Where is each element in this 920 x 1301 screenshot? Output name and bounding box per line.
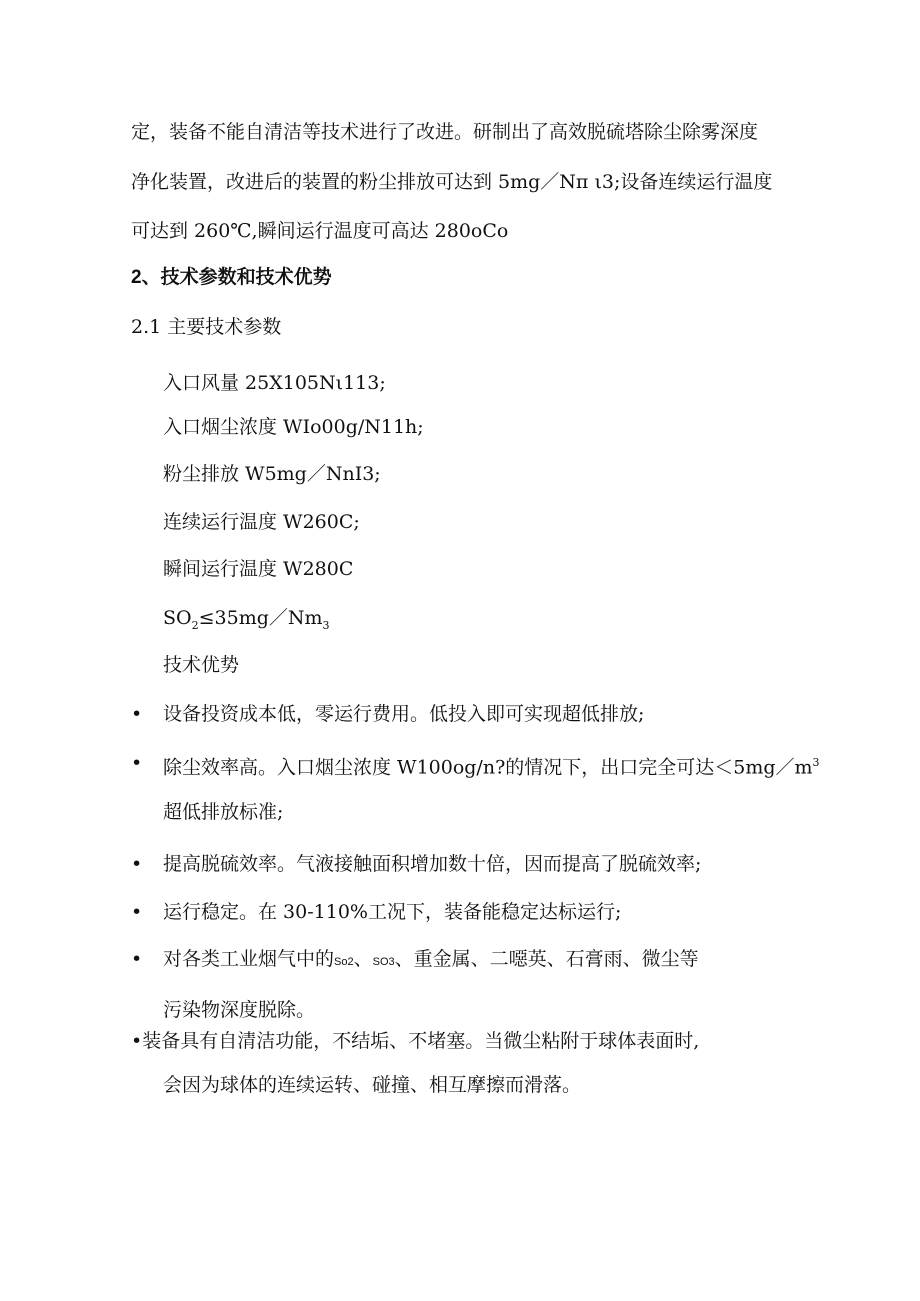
param-inlet-airflow: 入口风量 25X105Nι113; (163, 372, 386, 394)
param-so2 (163, 606, 330, 638)
bullet-2-sup: 3 (812, 756, 820, 769)
bullet-5-sep: 、 (353, 948, 373, 970)
bullet-1-marker: • (131, 703, 143, 725)
intro-line-3: 可达到 260℃,瞬间运行温度可高达 280oCo (131, 220, 509, 242)
bullet-4: 运行稳定。在 30-110%工况下，装备能稳定达标运行; (163, 901, 622, 923)
so2-unit-subscript: 3 (322, 618, 330, 632)
bullet-5-text-b: 、重金属、二噁英、石膏雨、微尘等 (394, 948, 699, 970)
bullet-2 (163, 751, 820, 779)
bullet-5 (163, 947, 699, 974)
advantages-label: 技术优势 (163, 654, 240, 676)
bullet-3: 提高脱硫效率。气液接触面积增加数十倍，因而提高了脱硫效率; (163, 853, 702, 875)
bullet-5-continuation: 污染物深度脱除。 (163, 999, 316, 1021)
bullet-4-marker: • (131, 901, 143, 923)
intro-line-2: 净化装置，改进后的装置的粉尘排放可达到 5mg／Nπ ι3;设备连续运行温度 (131, 171, 773, 193)
intro-line-1: 定，装备不能自清洁等技术进行了改进。研制出了高效脱硫塔除尘除雾深度 (131, 121, 759, 143)
bullet-2-text: 除尘效率高。入口烟尘浓度 W100og/n?的情况下，出口完全可达＜5mg／m (163, 756, 813, 779)
param-instant-temp: 瞬间运行温度 W280C (163, 558, 354, 580)
bullet-2-marker: • (131, 752, 143, 774)
bullet-6-continuation: 会因为球体的连续运转、碰撞、相互摩擦而滑落。 (163, 1074, 582, 1096)
bullet-5-text-a: 对各类工业烟气中的 (163, 948, 335, 970)
bullet-5-marker: • (131, 948, 143, 970)
param-continuous-temp: 连续运行温度 W260C; (163, 511, 360, 533)
so2-subscript: 2 (191, 618, 199, 632)
bullet-5-so2: So2 (334, 956, 354, 968)
bullet-3-marker: • (131, 853, 143, 875)
section-subheading: 2.1 主要技术参数 (131, 316, 282, 338)
param-inlet-dust: 入口烟尘浓度 WIo00g/N11h; (163, 416, 424, 438)
bullet-6: •装备具有自清洁功能，不结垢、不堵塞。当微尘粘附于球体表面时, (131, 1030, 700, 1052)
bullet-1: 设备投资成本低，零运行费用。低投入即可实现超低排放; (163, 703, 645, 725)
section-heading: 2、技术参数和技术优势 (131, 267, 332, 288)
bullet-2-continuation: 超低排放标准; (163, 801, 284, 823)
so2-label: SO (163, 607, 192, 629)
param-dust-emission: 粉尘排放 W5mg／NnI3; (163, 463, 381, 485)
so2-value: ≤35mg／Nm (198, 607, 323, 629)
bullet-5-so3: SO3 (372, 956, 395, 968)
